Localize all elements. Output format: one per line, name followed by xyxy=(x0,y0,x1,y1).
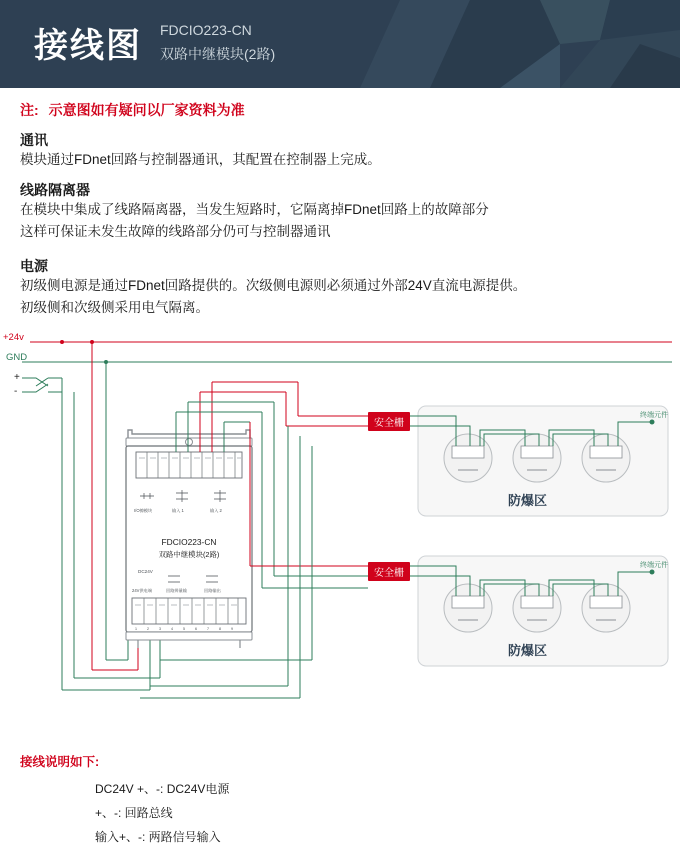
svg-text:2: 2 xyxy=(147,627,149,631)
header-subtitle: 双路中继模块(2路) xyxy=(160,46,276,62)
module-feet xyxy=(138,640,240,648)
junction-dot-3 xyxy=(104,360,108,364)
section-heading-isolator: 线路隔离器 xyxy=(20,182,90,198)
module-label-supply: 24V供电端 xyxy=(132,588,153,593)
safety-barrier-2: 安全栅 xyxy=(368,562,410,581)
zone-1-eol-dot xyxy=(650,420,655,425)
module-label-loop-in: 回路辨量输 xyxy=(166,588,187,593)
module-label-loop-out: 回路输出 xyxy=(204,588,221,593)
module-label-in2: 输入 2 xyxy=(210,508,222,513)
junction-dot-1 xyxy=(60,340,64,344)
svg-text:8: 8 xyxy=(219,627,221,631)
loop-twisted-pair xyxy=(22,378,62,386)
loop-twisted-pair-2 xyxy=(22,384,48,392)
section-text-power-1: 初级侧电源是通过FDnet回路提供的。次级侧电源则必须通过外部24V直流电源提供。 xyxy=(20,278,527,293)
module-bottom-flange xyxy=(126,632,252,640)
zone-2-detectors xyxy=(444,584,630,632)
wiring-diagram xyxy=(0,330,680,750)
module-symbol-labels-2 xyxy=(132,587,221,594)
header-model: FDCIO223-CN xyxy=(160,22,252,38)
svg-text:7: 7 xyxy=(207,627,209,631)
zone-label-1: 防爆区 xyxy=(508,493,548,508)
footer-title: 接线说明如下: xyxy=(20,755,100,769)
zone-2-eol-dot xyxy=(650,570,655,575)
junction-dot-2 xyxy=(90,340,94,344)
module-name-text: 双路中继模块(2路) xyxy=(158,550,220,559)
label-loop-minus: - xyxy=(14,386,18,397)
svg-text:9: 9 xyxy=(231,627,233,631)
svg-text:3: 3 xyxy=(159,627,161,631)
section-text-power-2: 初级侧和次级侧采用电气隔离。 xyxy=(20,300,209,315)
wiring-diagram-svg xyxy=(0,330,680,750)
svg-text:1: 1 xyxy=(135,627,137,631)
svg-text:6: 6 xyxy=(195,627,197,631)
disclaimer-label: 注: xyxy=(20,102,39,118)
page-title: 接线图 xyxy=(34,27,142,65)
footer-line-3: 输入+、-: 两路信号输入 xyxy=(95,830,221,844)
footer-line-2: +、-: 回路总线 xyxy=(95,806,173,820)
footer-line-1: DC24V +、-: DC24V电源 xyxy=(95,782,230,796)
module-model-text: FDCIO223-CN xyxy=(161,537,217,547)
section-text-isolator-2: 这样可保证未发生故障的线路部分仍可与控制器通讯 xyxy=(20,224,331,239)
section-text-isolator-1: 在模块中集成了线路隔离器，当发生短路时，它隔离掉FDnet回路上的故障部分 xyxy=(20,202,489,217)
disclaimer-text: 示意图如有疑问以厂家资料为准 xyxy=(48,102,245,118)
module-terminal-strip-bottom xyxy=(132,598,246,624)
module-label-dc24v: DC24V xyxy=(138,569,153,574)
module-top-flange xyxy=(126,438,252,446)
section-text-communication-1: 模块通过FDnet回路与控制器通讯，其配置在控制器上完成。 xyxy=(20,152,381,167)
safety-barrier-1: 安全栅 xyxy=(368,412,410,431)
section-heading-communication: 通讯 xyxy=(20,132,48,148)
disclaimer-note xyxy=(20,100,245,120)
svg-text:5: 5 xyxy=(183,627,185,631)
svg-text:4: 4 xyxy=(171,627,173,631)
module-label-io: I/O擦模块 xyxy=(134,508,153,513)
section-heading-power: 电源 xyxy=(20,258,48,274)
label-loop-plus: + xyxy=(14,372,20,383)
terminal-note-1: 终端元件 xyxy=(640,412,668,419)
terminal-note-2: 终端元件 xyxy=(640,562,668,569)
module-symbol-labels xyxy=(134,507,223,514)
module-terminal-strip-top xyxy=(136,452,242,478)
zone-label-2: 防爆区 xyxy=(508,643,548,658)
label-gnd: GND xyxy=(6,352,28,363)
module-label-in1: 输入 1 xyxy=(172,508,184,513)
page-header xyxy=(0,0,680,88)
zone-1-detectors xyxy=(444,434,630,482)
label-24v: +24v xyxy=(3,332,24,343)
